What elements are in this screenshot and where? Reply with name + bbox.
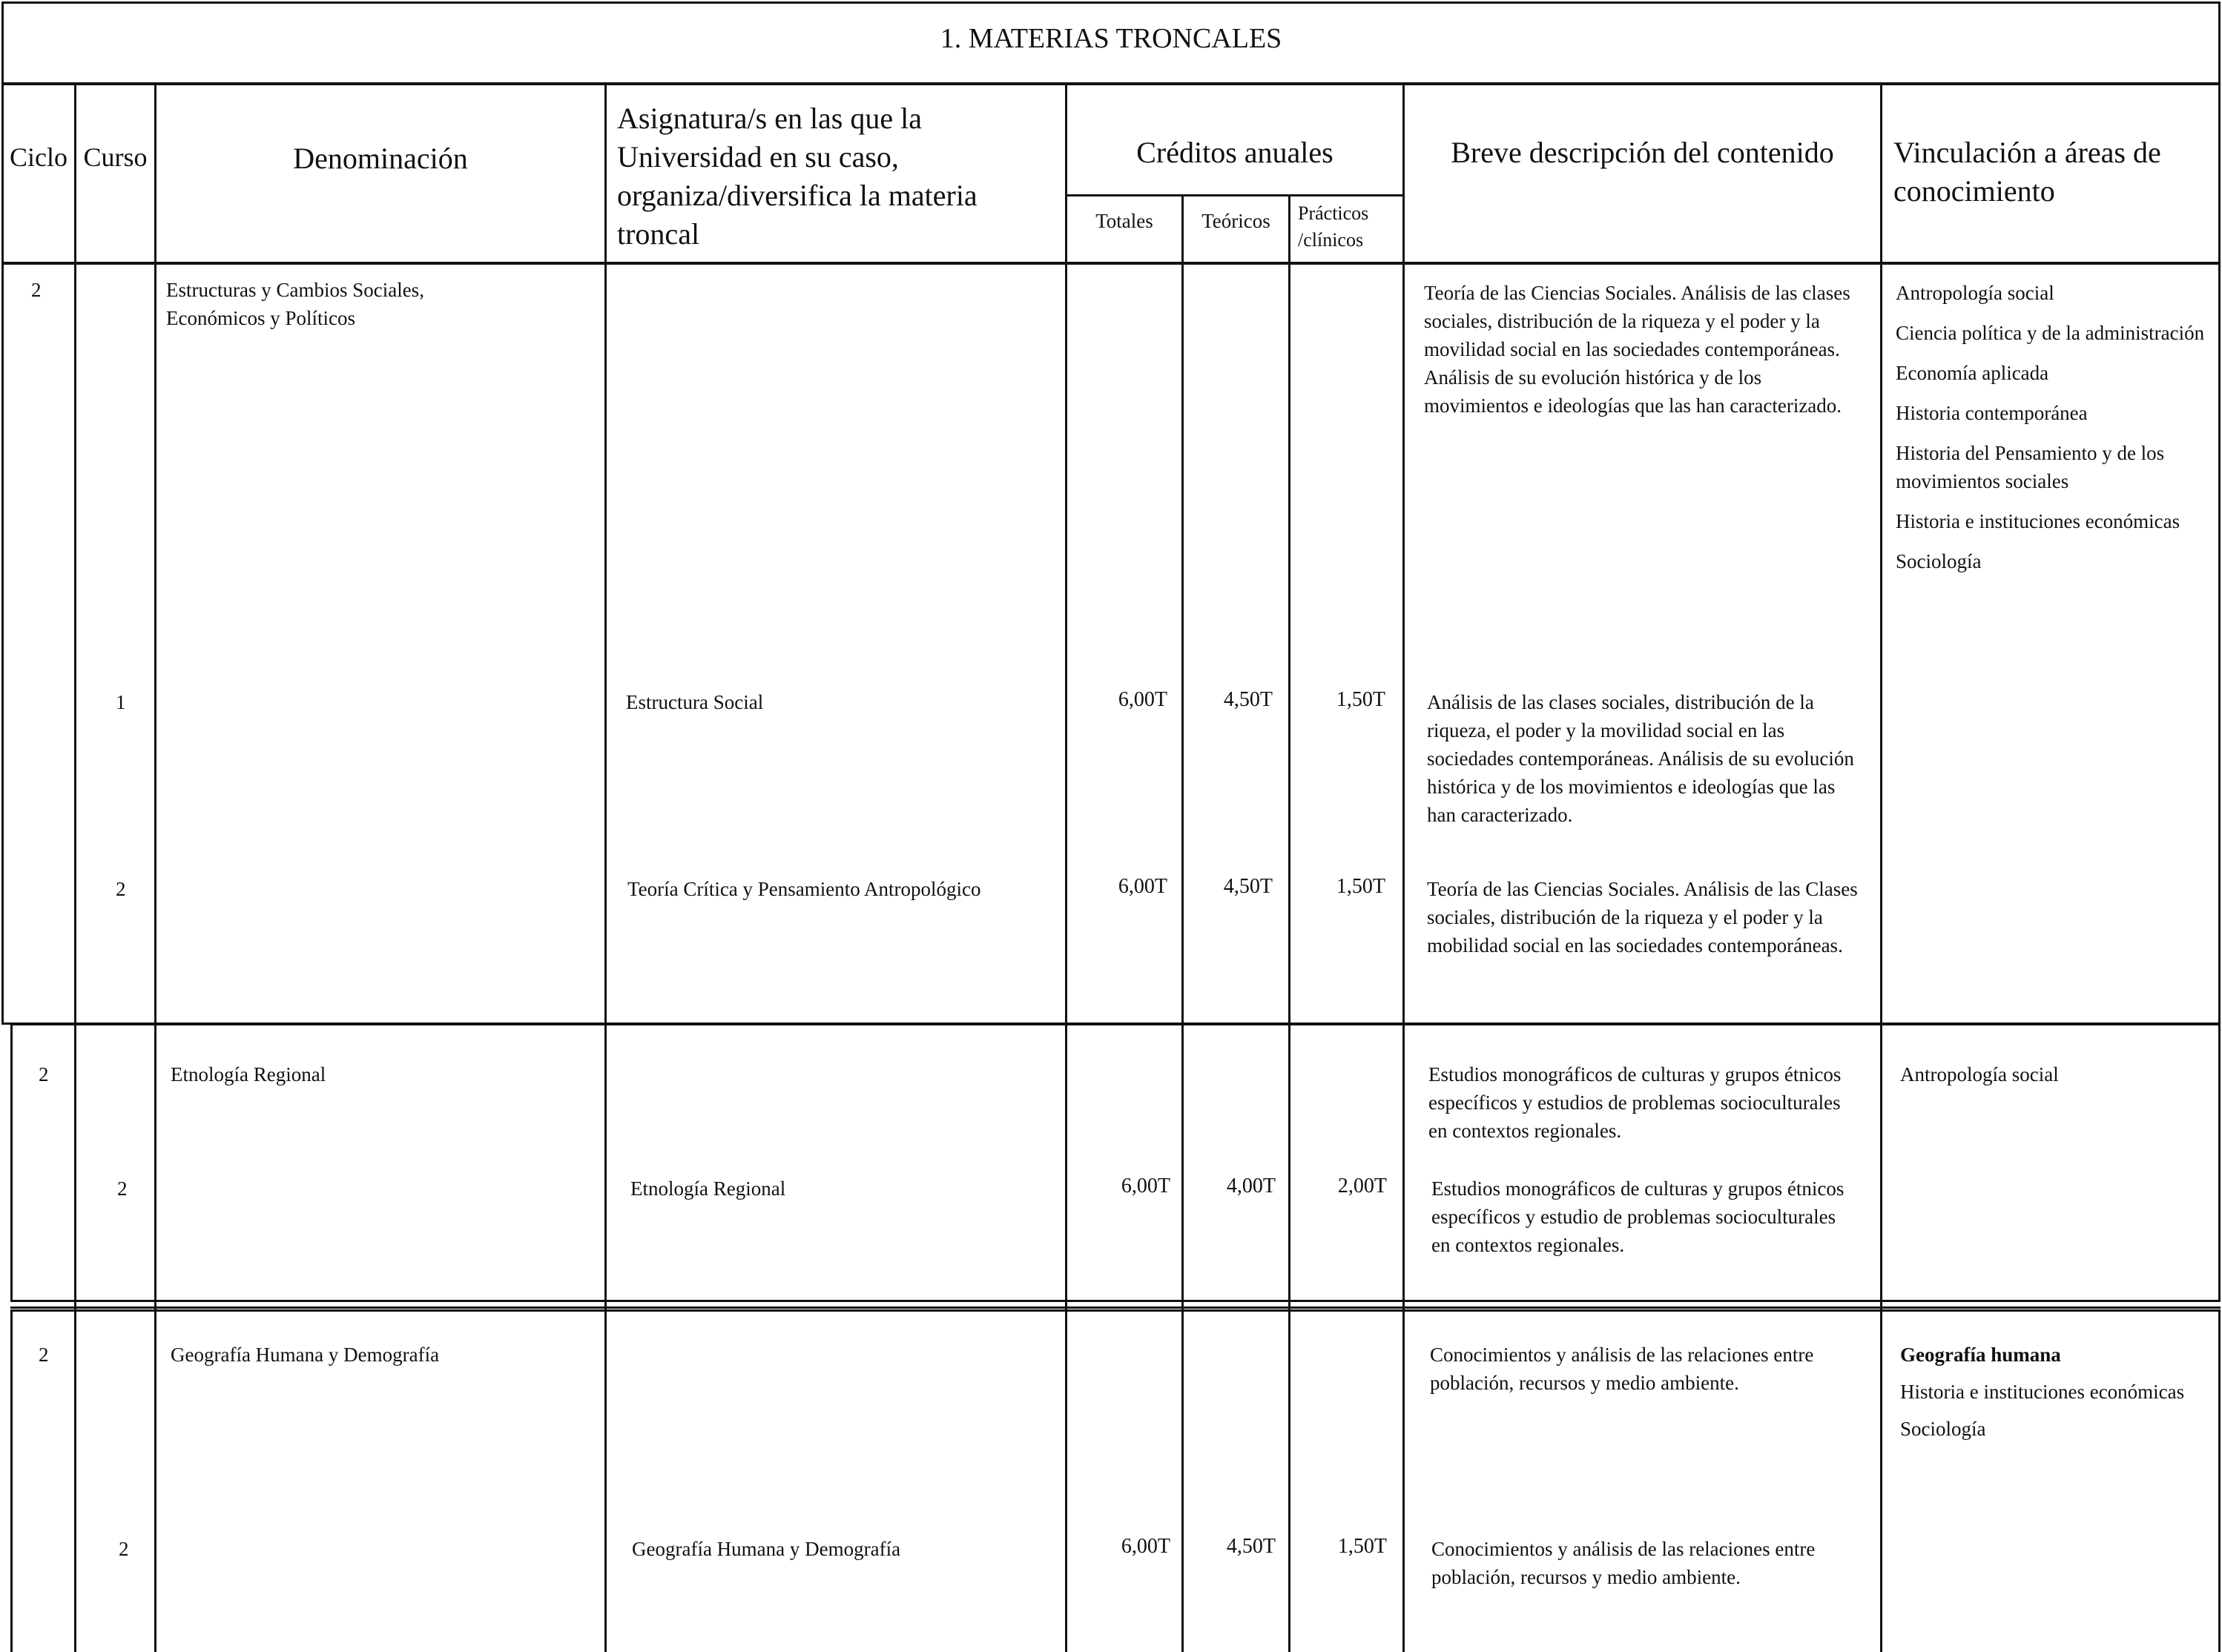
col-line-4 [1065,83,1067,1652]
header-curso: Curso [83,142,148,172]
area-item: Antropología social [1900,1063,2059,1086]
creditos-subrule [1065,194,1405,196]
col-line-3 [604,83,607,1652]
asignatura-value: Geografía Humana y Demografía [632,1538,901,1560]
asignatura-value: Teoría Crítica y Pensamiento Antropológico [627,878,981,900]
area-item: Historia e instituciones económicas [1900,1381,2185,1403]
curso-value: 2 [116,878,126,900]
header-denominacion: Denominación [293,142,468,175]
curso-value: 1 [116,691,126,713]
materia-descripcion: Teoría de las Ciencias Sociales. Análisis de las clases sociales, distribución de la riqueza y el poder y la movilidad social en las sociedades contemporáneas. Análisis de su evolución histórica y de los movimientos e ideologías que las han caracterizado. [1424,282,1850,417]
area-item: Historia contemporánea [1896,402,2088,424]
area-item: Antropología social [1896,282,2054,304]
ciclo-value: 2 [31,279,42,301]
denominacion-value: Estructuras y Cambios Sociales, Económicos y Políticos [166,279,424,329]
col-line-5 [1181,194,1184,1652]
header-practicos: Prácticos /clínicos [1298,202,1369,251]
double-rule [10,1306,2221,1309]
section-frame-1 [1,262,2221,1025]
header-creditos: Créditos anuales [1136,136,1333,169]
materia-descripcion: Conocimientos y análisis de las relaciones entre población, recursos y medio ambiente. [1430,1344,1814,1394]
page-title: 1. MATERIAS TRONCALES [940,23,1282,54]
area-item: Economía aplicada [1896,362,2049,384]
denominacion-value: Geografía Humana y Demografía [171,1344,440,1366]
header-totales: Totales [1095,210,1153,232]
practicos-value: 1,50T [1337,1535,1387,1558]
materia-descripcion: Estudios monográficos de culturas y grupos étnicos específicos y estudios de problemas socioculturales en contextos regionales. [1428,1063,1842,1142]
totales-value: 6,00T [1118,688,1167,711]
curso-value: 2 [119,1538,129,1560]
col-line-1 [74,83,76,1652]
header-descripcion: Breve descripción del contenido [1451,136,1834,169]
totales-value: 6,00T [1118,875,1167,898]
asignatura-value: Estructura Social [626,691,764,713]
area-item: Historia del Pensamiento y de los movimientos sociales [1896,442,2165,492]
asignatura-descripcion: Estudios monográficos de culturas y grupos étnicos específicos y estudio de problemas socioculturales en contextos regionales. [1431,1177,1844,1256]
totales-value: 6,00T [1121,1174,1170,1197]
col-line-7 [1402,83,1405,1652]
ciclo-value: 2 [39,1063,49,1086]
area-item: Geografía humana [1900,1344,2061,1366]
header-ciclo: Ciclo [10,142,67,172]
totales-value: 6,00T [1121,1535,1170,1558]
asignatura-descripcion: Teoría de las Ciencias Sociales. Análisis de las Clases sociales, distribución de la riqueza y el poder y la mobilidad social en las sociedades contemporáneas. [1427,878,1858,956]
header-asignatura: Asignatura/s en las que la Universidad en su caso, organiza/diversifica la materia troncal [617,102,978,251]
area-item: Historia e instituciones económicas [1896,510,2180,532]
header-vinculacion: Vinculación a áreas de conocimiento [1893,136,2161,208]
col-line-6 [1288,194,1290,1652]
area-item: Sociología [1896,550,1982,572]
teoricos-value: 4,00T [1226,1174,1276,1197]
teoricos-value: 4,50T [1223,875,1273,898]
asignatura-descripcion: Análisis de las clases sociales, distribución de la riqueza, el poder y la movilidad social en las sociedades contemporáneas. Análisis de su evolución histórica y de los movimientos e ideologías que las han caracterizado. [1427,691,1854,826]
header-teoricos: Teóricos [1201,210,1270,232]
teoricos-value: 4,50T [1223,688,1273,711]
col-line-8 [1880,83,1882,1652]
area-item: Sociología [1900,1418,1986,1440]
asignatura-descripcion: Conocimientos y análisis de las relaciones entre población, recursos y medio ambiente. [1431,1538,1816,1588]
practicos-value: 2,00T [1337,1174,1387,1197]
area-item: Ciencia política y de la administración [1896,322,2205,344]
practicos-value: 1,50T [1336,688,1385,711]
col-line-2 [154,83,156,1652]
areas-list [1896,279,2215,575]
areas-list [1900,1341,2212,1443]
ciclo-value: 2 [39,1344,49,1366]
teoricos-value: 4,50T [1226,1535,1276,1558]
curso-value: 2 [117,1177,128,1200]
asignatura-value: Etnología Regional [630,1177,786,1200]
denominacion-value: Etnología Regional [171,1063,326,1086]
section-frame-2 [10,1023,2221,1302]
practicos-value: 1,50T [1336,875,1385,898]
